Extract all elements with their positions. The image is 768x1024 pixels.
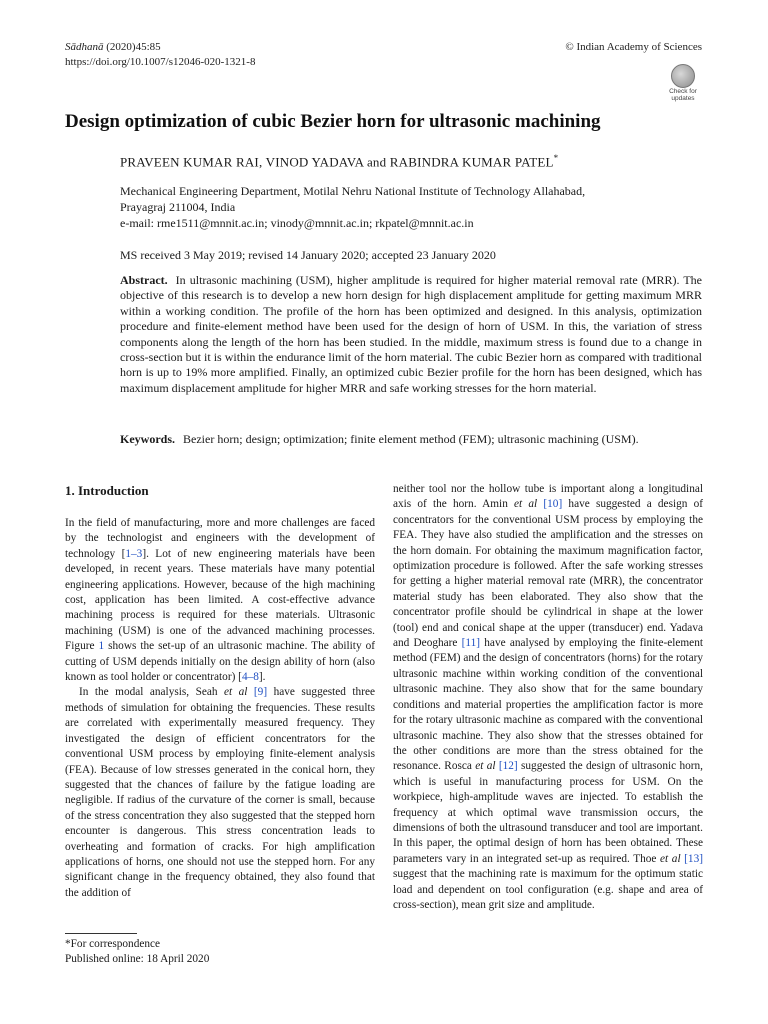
affiliation-line2: Prayagraj 211004, India — [120, 200, 236, 214]
keywords — [120, 431, 702, 447]
footnote-rule — [65, 933, 137, 934]
text-run: have analysed by employing the finite-element method (FEM) and the design of concentrators (horns) for the rotary ultrasonic machine within working condition of the conventional ultrasonic machine. They also show that for the same boundary conditions and material properties the amplification factor is more for the rotary ultrasonic machine as compared with the conventional ultrasonic machine. They also show that the stresses obtained for the other conditions are more than the stress obtained for the resonance. Rosca — [393, 637, 703, 773]
affiliation-emails: e-mail: rme1511@mnnit.ac.in; vinody@mnnit.ac.in; rkpatel@mnnit.ac.in — [120, 216, 474, 230]
et-al: et al — [660, 852, 681, 865]
figure-link[interactable]: 1 — [98, 640, 105, 653]
published-date: Published online: 18 April 2020 — [65, 953, 210, 965]
et-al: et al — [224, 686, 248, 699]
publisher-notice: © Indian Academy of Sciences — [565, 41, 702, 53]
text-run: ]. Lot of new engineering materials have been developed, in recent years. These materials have many potential engineering applications. However, because of the high machining cost, application has been limited. A cost-effective advance machining process is required for these materials. Ultrasonic machining (USM) is one of the advanced machining processes. Figure — [65, 547, 375, 653]
keywords-label: Keywords. — [120, 432, 175, 446]
text-run: suggest that the machining rate is maximum for the optimum static load and dependent on tool configuration (e.g. shape and area of cross-section), mean grit size and amplitude. — [393, 868, 703, 911]
affiliation-line1: Mechanical Engineering Department, Motilal Nehru National Institute of Technology Allahabad, — [120, 184, 586, 198]
text-run: shows the set-up of an ultrasonic machine. The ability of cutting of USM depends initially on the design ability of horn (also known as tool holder or concentrator) [ — [65, 640, 375, 684]
citation-link[interactable]: [13] — [684, 852, 703, 865]
journal-name: Sādhanā — [65, 41, 104, 53]
paper-title: Design optimization of cubic Bezier horn for ultrasonic machining — [65, 111, 601, 132]
correspondence-footnote: *For correspondence — [65, 938, 161, 950]
intro-paragraph-1 — [65, 516, 375, 685]
abstract-label: Abstract. — [120, 273, 168, 287]
correspondence-mark: * — [553, 153, 559, 163]
text-run: In the field of manufacturing, more and more challenges are faced by the technologist and engineers with the development of technology [ — [65, 517, 375, 560]
abstract-text: In ultrasonic machining (USM), higher amplitude is required for higher material removal rate (MRR). The objective of this research is to develop a new horn design for high displacement amplitude for getting maximum MRR within a working condition. The profile of the horn has been optimized and designed. In this analysis, optimization procedure and finite-element method have been used for the design of horn of USM. In this, the variation of stress components along the length of the horn has been studied. In the middle, maximum stress is found due to a change in cross-section but it is within the endurance limit of the horn material. The cubic Bezier horn as compared with traditional horn is up to 19% more amplified. Finally, an optimized cubic Bezier profile for the horn has been designed, which has maximum displacement amplitude for higher MRR and safe working stresses for the horn material. — [120, 273, 702, 395]
section-heading: 1. Introduction — [65, 483, 149, 498]
authors — [120, 150, 558, 170]
citation-link[interactable]: [10] — [543, 498, 563, 511]
journal-volume: (2020)45:85 — [106, 41, 161, 53]
citation-link[interactable]: [11] — [461, 637, 481, 650]
citation-link[interactable]: [9] — [253, 686, 268, 699]
citation-link[interactable]: [12] — [498, 760, 518, 773]
abstract — [120, 273, 702, 396]
journal-citation — [65, 40, 255, 70]
right-column — [393, 482, 703, 913]
check-updates-icon — [671, 64, 695, 88]
et-al: et al — [514, 498, 538, 511]
left-column — [65, 516, 375, 901]
text-run: In the modal analysis, Seah — [79, 686, 225, 699]
text-run: neither tool nor the hollow tube is important along a longitudinal axis of the horn. Amin — [393, 483, 703, 511]
submission-dates: MS received 3 May 2019; revised 14 January 2020; accepted 23 January 2020 — [120, 248, 496, 262]
et-al: et al — [475, 760, 496, 773]
affiliation — [120, 183, 710, 231]
check-for-updates-badge[interactable] — [663, 64, 703, 104]
doi-link[interactable]: https://doi.org/10.1007/s12046-020-1321-8 — [65, 56, 256, 68]
intro-paragraph-2 — [65, 685, 375, 901]
text-run: have suggested three methods of simulation for obtaining the frequencies. These results are correlated with experimentally measured frequency. They investigated the design of efficient concentrators for the conventional USM process by employing finite-element analysis (FEA). Because of low stresses generated in the conical horn, they suggested that the chances of failure by the fatigue loading are negligible. If radius of the curvature of the corner is small, because of the stress concentration they also suggested that the stepped horn encounter is dangerous. This stress concentration leads to overheating and formation of cracks. For high amplification applications of horns, one should not use the stepped horn. For any significant change in the frequency obtained, they also found that the addition of — [65, 686, 375, 899]
text-run: suggested the design of ultrasonic horn, which is useful in manufacturing process for USM. On the workpiece, high-amplitude waves are injected. To establish the frequency at which optimal wave transmission occurs, the dimensions of both the ultrasound transducer and tool are important. In this paper, the optimal design of horn has been obtained. These parameters vary in an integrated set-up as required. Thoe — [393, 760, 703, 865]
citation-link[interactable]: 4–8 — [241, 671, 259, 684]
text-run: have suggested a design of concentrators for the conventional USM process by employing the FEA. They have also studied the amplification and the stresses on the horn domain. For obtaining the maximum magnification factor, optimization procedure is followed. After the safe working stresses for getting a higher material removal rate (MRR), the concentrator material study has been elaborated. They also show that the concentrator profile should be cylindrical in shape at the lower (tool) end and conical shape at the upper (transducer) end. Yadava and Deoghare — [393, 498, 704, 650]
badge-line2: updates — [671, 95, 695, 102]
text-run: ]. — [258, 671, 266, 684]
badge-line1: Check for — [669, 88, 697, 95]
citation-link[interactable]: 1–3 — [125, 547, 143, 560]
keywords-text: Bezier horn; design; optimization; finite element method (FEM); ultrasonic machining (USM). — [183, 432, 639, 446]
author-names: PRAVEEN KUMAR RAI, VINOD YADAVA and RABINDRA KUMAR PATEL — [120, 154, 554, 170]
intro-paragraph-3 — [393, 482, 703, 913]
